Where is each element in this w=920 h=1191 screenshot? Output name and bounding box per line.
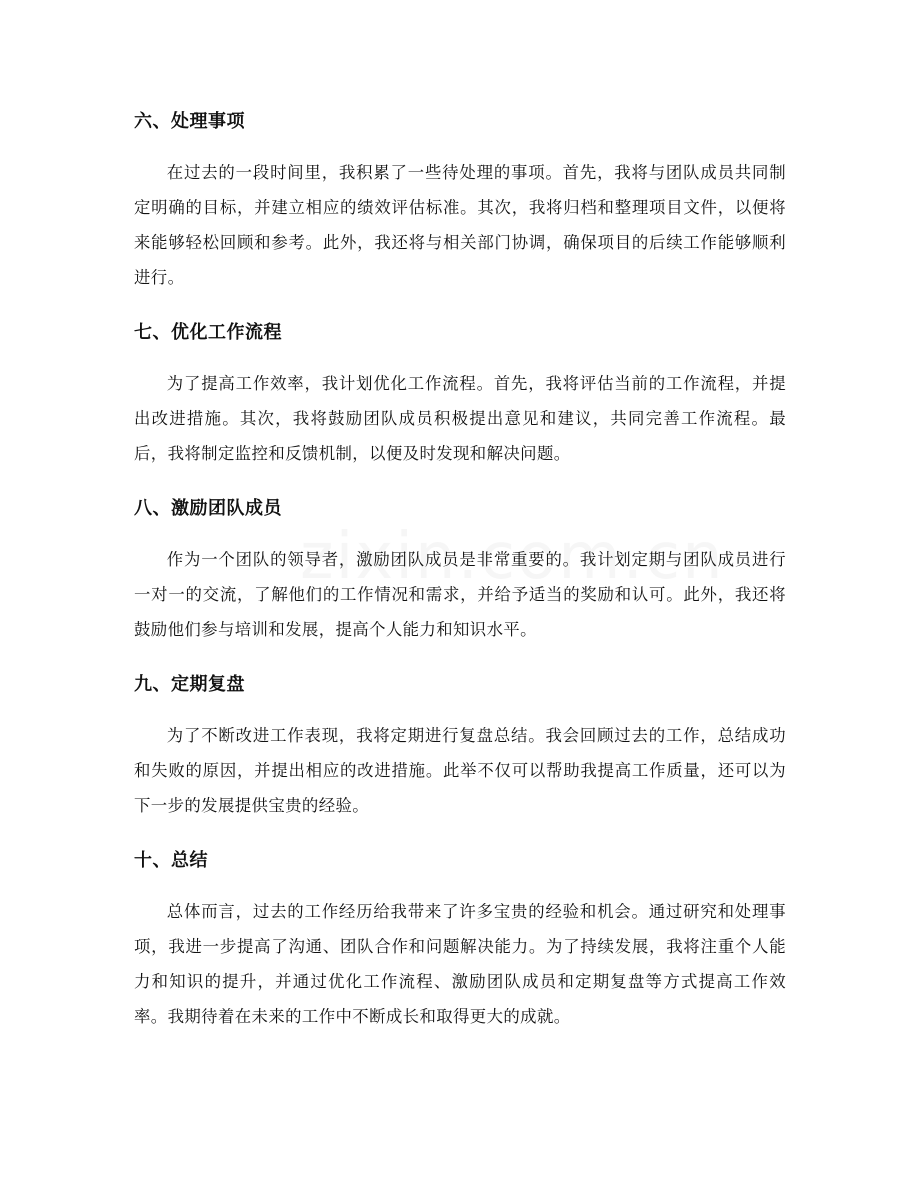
section-7 [134,309,786,485]
section-heading: 八、激励团队成员 [134,498,282,519]
section-8 [134,485,786,661]
section-heading: 七、优化工作流程 [134,322,282,343]
section-heading: 十、总结 [134,850,208,871]
section-heading: 九、定期复盘 [134,674,245,695]
section-10 [134,837,786,1034]
section-9 [134,661,786,837]
section-6 [134,98,786,309]
section-paragraph: 在过去的一段时间里，我积累了一些待处理的事项。首先，我将与团队成员共同制定明确的目标，并建立相应的绩效评估标准。其次，我将归档和整理项目文件，以便将来能够轻松回顾和参考。此外，我还将与相关部门协调，确保项目的后续工作能够顺利进行。 [134,163,786,287]
section-paragraph: 作为一个团队的领导者，激励团队成员是非常重要的。我计划定期与团队成员进行一对一的交流，了解他们的工作情况和需求，并给予适当的奖励和认可。此外，我还将鼓励他们参与培训和发展，提高个人能力和知识水平。 [134,550,786,639]
section-paragraph: 为了不断改进工作表现，我将定期进行复盘总结。我会回顾过去的工作，总结成功和失败的原因，并提出相应的改进措施。此举不仅可以帮助我提高工作质量，还可以为下一步的发展提供宝贵的经验。 [134,726,786,815]
document-page [134,98,786,1034]
section-paragraph: 总体而言，过去的工作经历给我带来了许多宝贵的经验和机会。通过研究和处理事项，我进一步提高了沟通、团队合作和问题解决能力。为了持续发展，我将注重个人能力和知识的提升，并通过优化工作流程、激励团队成员和定期复盘等方式提高工作效率。我期待着在未来的工作中不断成长和取得更大的成就。 [134,902,786,1026]
section-paragraph: 为了提高工作效率，我计划优化工作流程。首先，我将评估当前的工作流程，并提出改进措施。其次，我将鼓励团队成员积极提出意见和建议，共同完善工作流程。最后，我将制定监控和反馈机制，以便及时发现和解决问题。 [134,374,786,463]
section-heading: 六、处理事项 [134,111,245,132]
